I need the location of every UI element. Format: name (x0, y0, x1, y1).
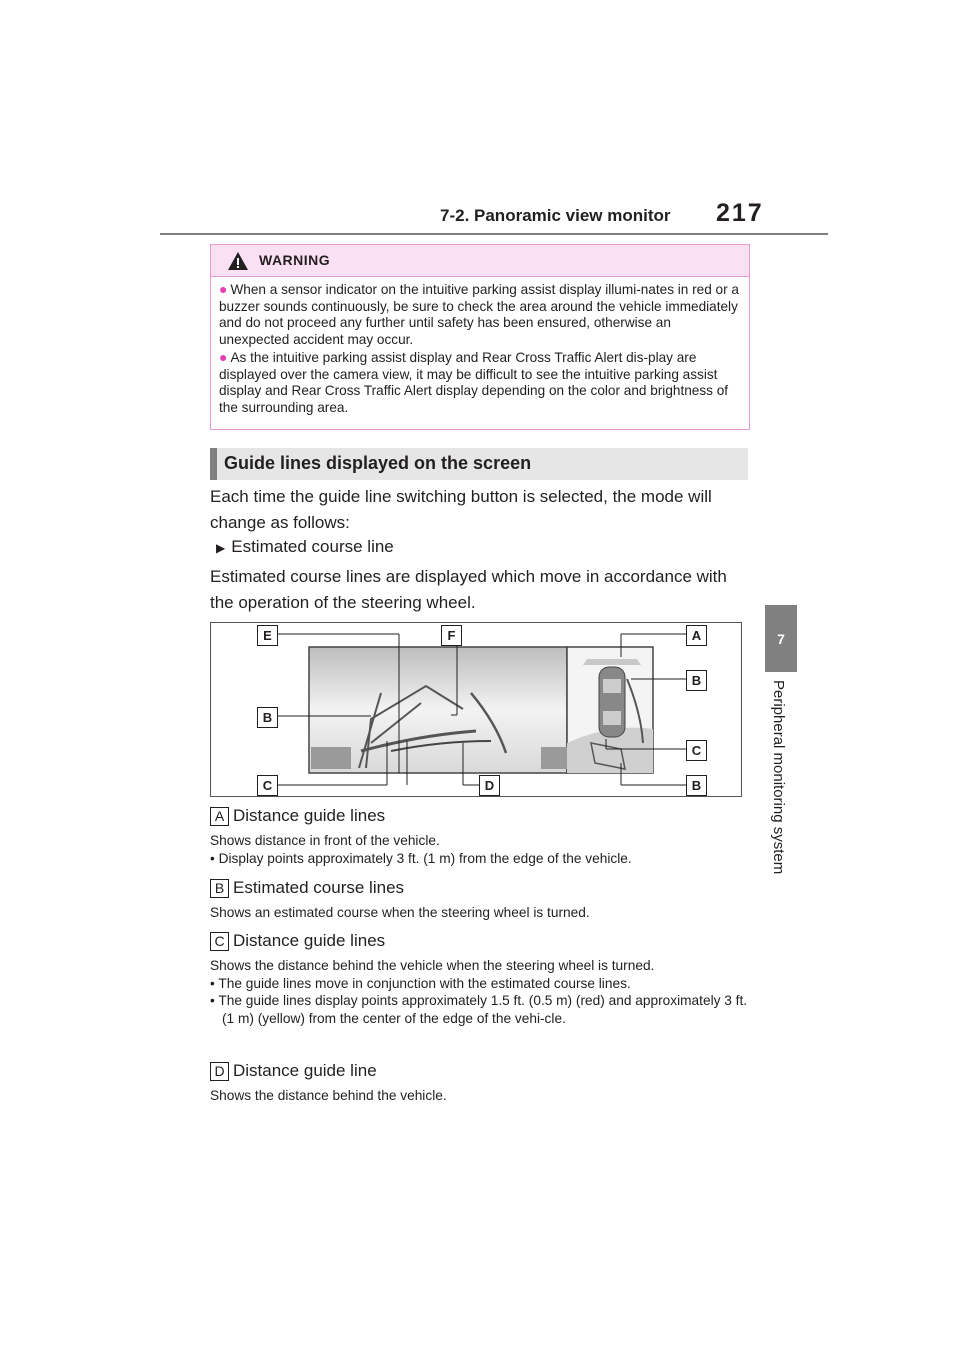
letter-badge: C (210, 932, 229, 951)
warning-box (210, 244, 750, 430)
triangle-bullet-icon: ▶ (216, 541, 226, 555)
section-header: 7-2. Panoramic view monitor (440, 206, 671, 225)
bullet-dot-icon: ● (219, 349, 228, 365)
camera-view-illustration (211, 623, 741, 796)
section-title: Guide lines displayed on the screen (224, 453, 532, 473)
item-d-title: D Distance guide line (210, 1061, 377, 1081)
callout-label: F (441, 625, 462, 646)
warning-title: WARNING (259, 252, 331, 268)
section-heading-bar (210, 448, 217, 480)
item-a-description: Shows distance in front of the vehicle. • Display points approximately 3 ft. (1 m) from the edge of the vehicle. (210, 833, 632, 866)
chapter-label: Peripheral monitoring system (770, 680, 787, 875)
header-divider (160, 233, 828, 235)
intro-paragraph: Each time the guide line switching button is selected, the mode will change as follows: (210, 487, 712, 532)
page-number: 217 (716, 199, 764, 227)
callout-label: C (257, 775, 278, 796)
callout-label: B (686, 775, 707, 796)
mode-bullet: ▶ Estimated course line (216, 537, 394, 556)
callout-label: D (479, 775, 500, 796)
callout-label: A (686, 625, 707, 646)
bullet-description: Estimated course lines are displayed which move in accordance with the operation of the steering wheel. (210, 567, 727, 612)
item-d-description: Shows the distance behind the vehicle. (210, 1088, 447, 1103)
chapter-tab[interactable]: 7 (765, 605, 797, 672)
warning-triangle-icon (227, 251, 249, 271)
item-b-title: B Estimated course lines (210, 878, 404, 898)
letter-badge: B (210, 879, 229, 898)
item-b-description: Shows an estimated course when the steering wheel is turned. (210, 905, 590, 920)
item-c-title: C Distance guide lines (210, 931, 385, 951)
item-c-description: Shows the distance behind the vehicle when the steering wheel is turned. • The guide lines move in conjunction with the estimated course lines. • The guide lines display points approximately 1.5 ft. (0.5 m) (red) and approximately 3 ft. (1 m) (yellow) from the center of the edge of the vehi-cle. (210, 958, 748, 1026)
callout-label: E (257, 625, 278, 646)
letter-badge: A (210, 807, 229, 826)
warning-item: ● As the intuitive parking assist display and Rear Cross Traffic Alert dis-play are displayed over the camera view, it may be difficult to see the intuitive parking assist display and Rear Cross Traffic Alert display depending on the color and brightness of the surrounding area. (219, 349, 729, 415)
bullet-dot-icon: ● (219, 281, 228, 297)
callout-label: C (686, 740, 707, 761)
guide-lines-diagram (210, 622, 742, 797)
callout-label: B (257, 707, 278, 728)
warning-item: ● When a sensor indicator on the intuitive parking assist display illumi-nates in red or a buzzer sounds continuously, be sure to check the area around the vehicle immediately and do not proceed any further until safety has been ensured, otherwise an unexpected accident may occur. (219, 281, 739, 347)
callout-label: B (686, 670, 707, 691)
warning-header (211, 245, 749, 277)
item-a-title: A Distance guide lines (210, 806, 385, 826)
letter-badge: D (210, 1062, 229, 1081)
section-heading (210, 448, 748, 480)
